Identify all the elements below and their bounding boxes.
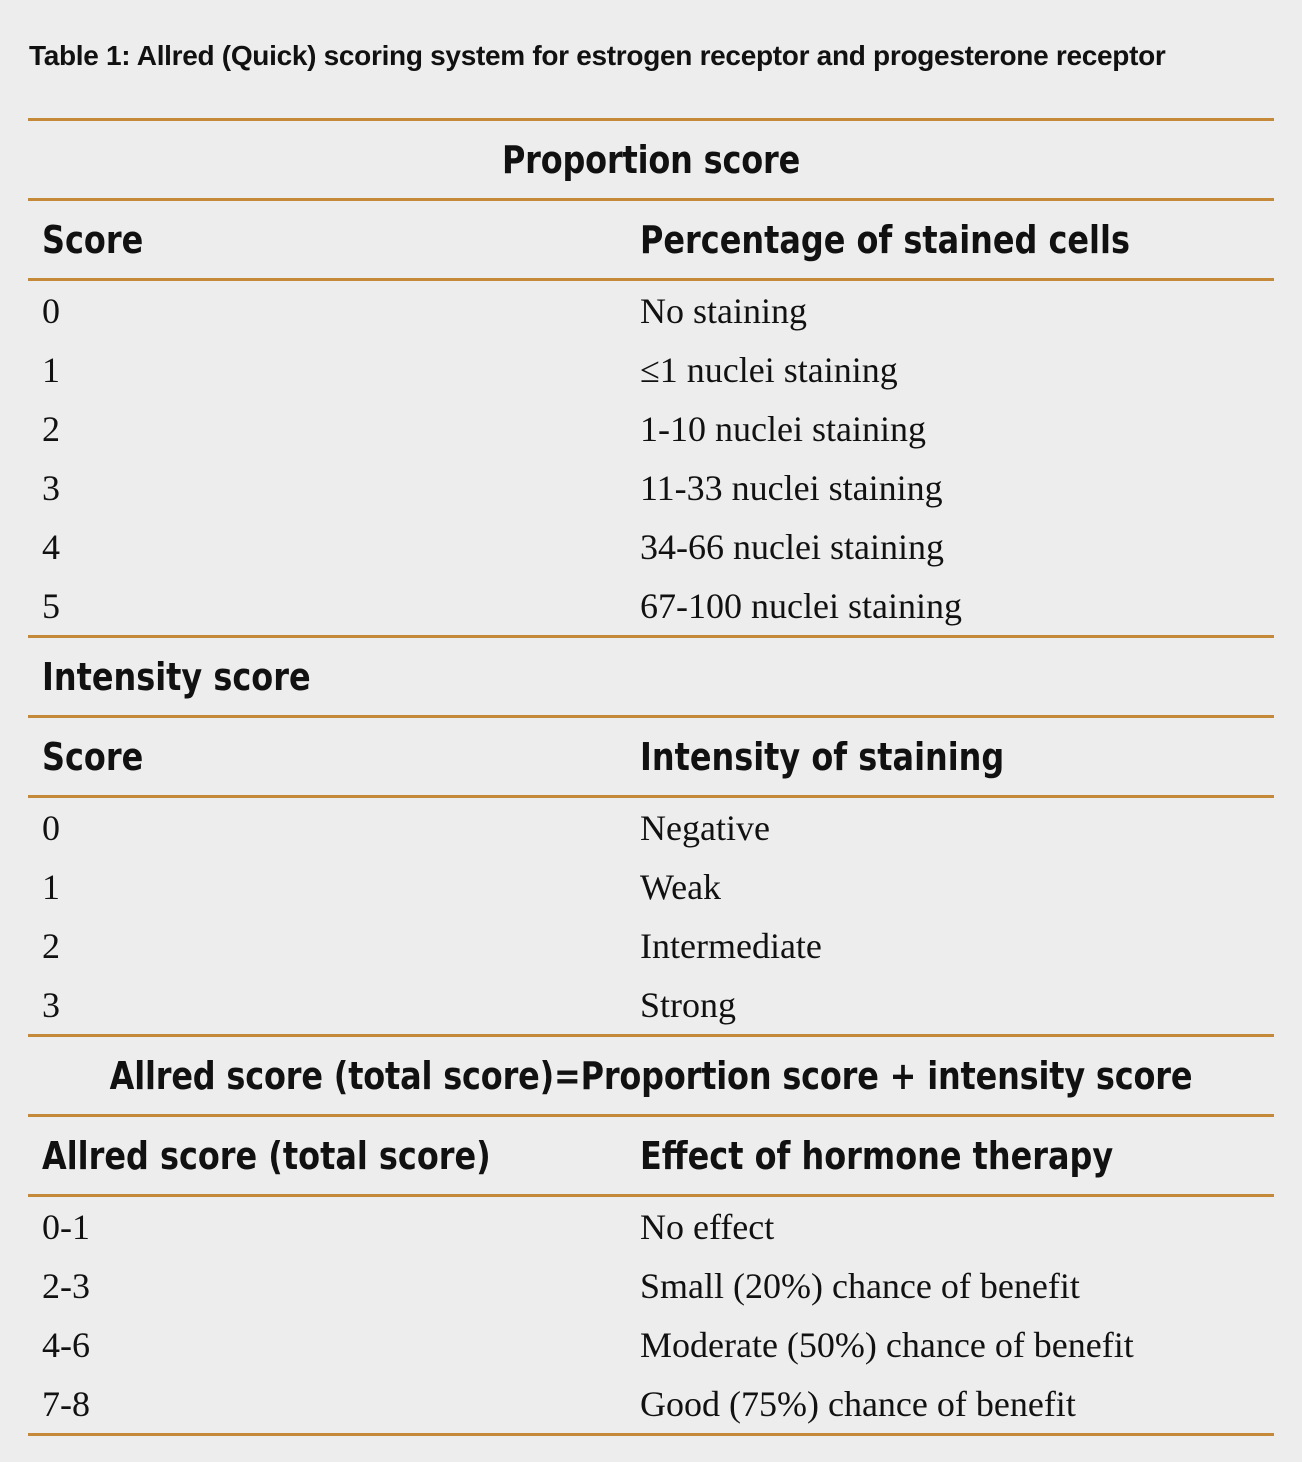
cell-score: 3	[42, 467, 60, 508]
cell-score: 0-1	[42, 1206, 90, 1247]
table-row	[28, 281, 1274, 340]
allred-scoring-table	[28, 118, 1274, 1436]
section-title-text: Proportion score	[501, 137, 801, 182]
table-row	[28, 1315, 1274, 1374]
table-row	[28, 340, 1274, 399]
table-rule	[28, 1433, 1274, 1436]
cell-score: 2-3	[42, 1265, 90, 1306]
cell-description: Intermediate	[640, 925, 822, 966]
header-row-intensity	[28, 718, 1274, 795]
table-row	[28, 1374, 1274, 1433]
section-title-intensity	[28, 638, 1274, 715]
header-row-proportion	[28, 201, 1274, 278]
cell-description: Moderate (50%) chance of benefit	[640, 1324, 1134, 1365]
table-row	[28, 1256, 1274, 1315]
cell-score: 0	[42, 807, 60, 848]
section-title-text: Allred score (total score)=Proportion score + intensity score	[109, 1053, 1193, 1098]
table-row	[28, 576, 1274, 635]
cell-description: Weak	[640, 866, 722, 907]
cell-score: 0	[42, 290, 60, 331]
table-row	[28, 399, 1274, 458]
table-row	[28, 798, 1274, 857]
column-header-score: Score	[42, 734, 144, 779]
table-row	[28, 916, 1274, 975]
cell-description: ≤1 nuclei staining	[640, 349, 898, 390]
cell-description: Strong	[640, 984, 737, 1025]
section-title-allred	[109, 1037, 1193, 1114]
section-title-proportion	[128, 121, 1175, 198]
cell-score: 1	[42, 349, 60, 390]
table-row	[28, 458, 1274, 517]
cell-description: 67-100 nuclei staining	[640, 585, 962, 626]
cell-description: No staining	[640, 290, 807, 331]
table-row	[28, 857, 1274, 916]
cell-score: 4-6	[42, 1324, 90, 1365]
cell-description: 34-66 nuclei staining	[640, 526, 944, 567]
column-header-effect: Effect of hormone therapy	[640, 1133, 1114, 1178]
cell-score: 7-8	[42, 1383, 90, 1424]
cell-score: 2	[42, 408, 60, 449]
cell-score: 2	[42, 925, 60, 966]
header-row-allred	[28, 1117, 1274, 1194]
column-header-allred-score: Allred score (total score)	[42, 1133, 491, 1178]
table-caption: Table 1: Allred (Quick) scoring system for estrogen receptor and progesterone receptor	[29, 40, 1166, 71]
column-header-intensity: Intensity of staining	[640, 734, 1005, 779]
column-header-score: Score	[42, 217, 144, 262]
cell-description: Negative	[640, 807, 770, 848]
cell-description: 1-10 nuclei staining	[640, 408, 926, 449]
table-row	[28, 1197, 1274, 1256]
column-header-percentage: Percentage of stained cells	[640, 217, 1130, 262]
cell-description: Small (20%) chance of benefit	[640, 1265, 1080, 1306]
cell-score: 4	[42, 526, 60, 567]
cell-score: 5	[42, 585, 60, 626]
cell-score: 1	[42, 866, 60, 907]
cell-score: 3	[42, 984, 60, 1025]
table-row	[28, 975, 1274, 1034]
section-title-text: Intensity score	[42, 654, 311, 699]
cell-description: No effect	[640, 1206, 775, 1247]
cell-description: Good (75%) chance of benefit	[640, 1383, 1076, 1424]
cell-description: 11-33 nuclei staining	[640, 467, 943, 508]
table-row	[28, 517, 1274, 576]
